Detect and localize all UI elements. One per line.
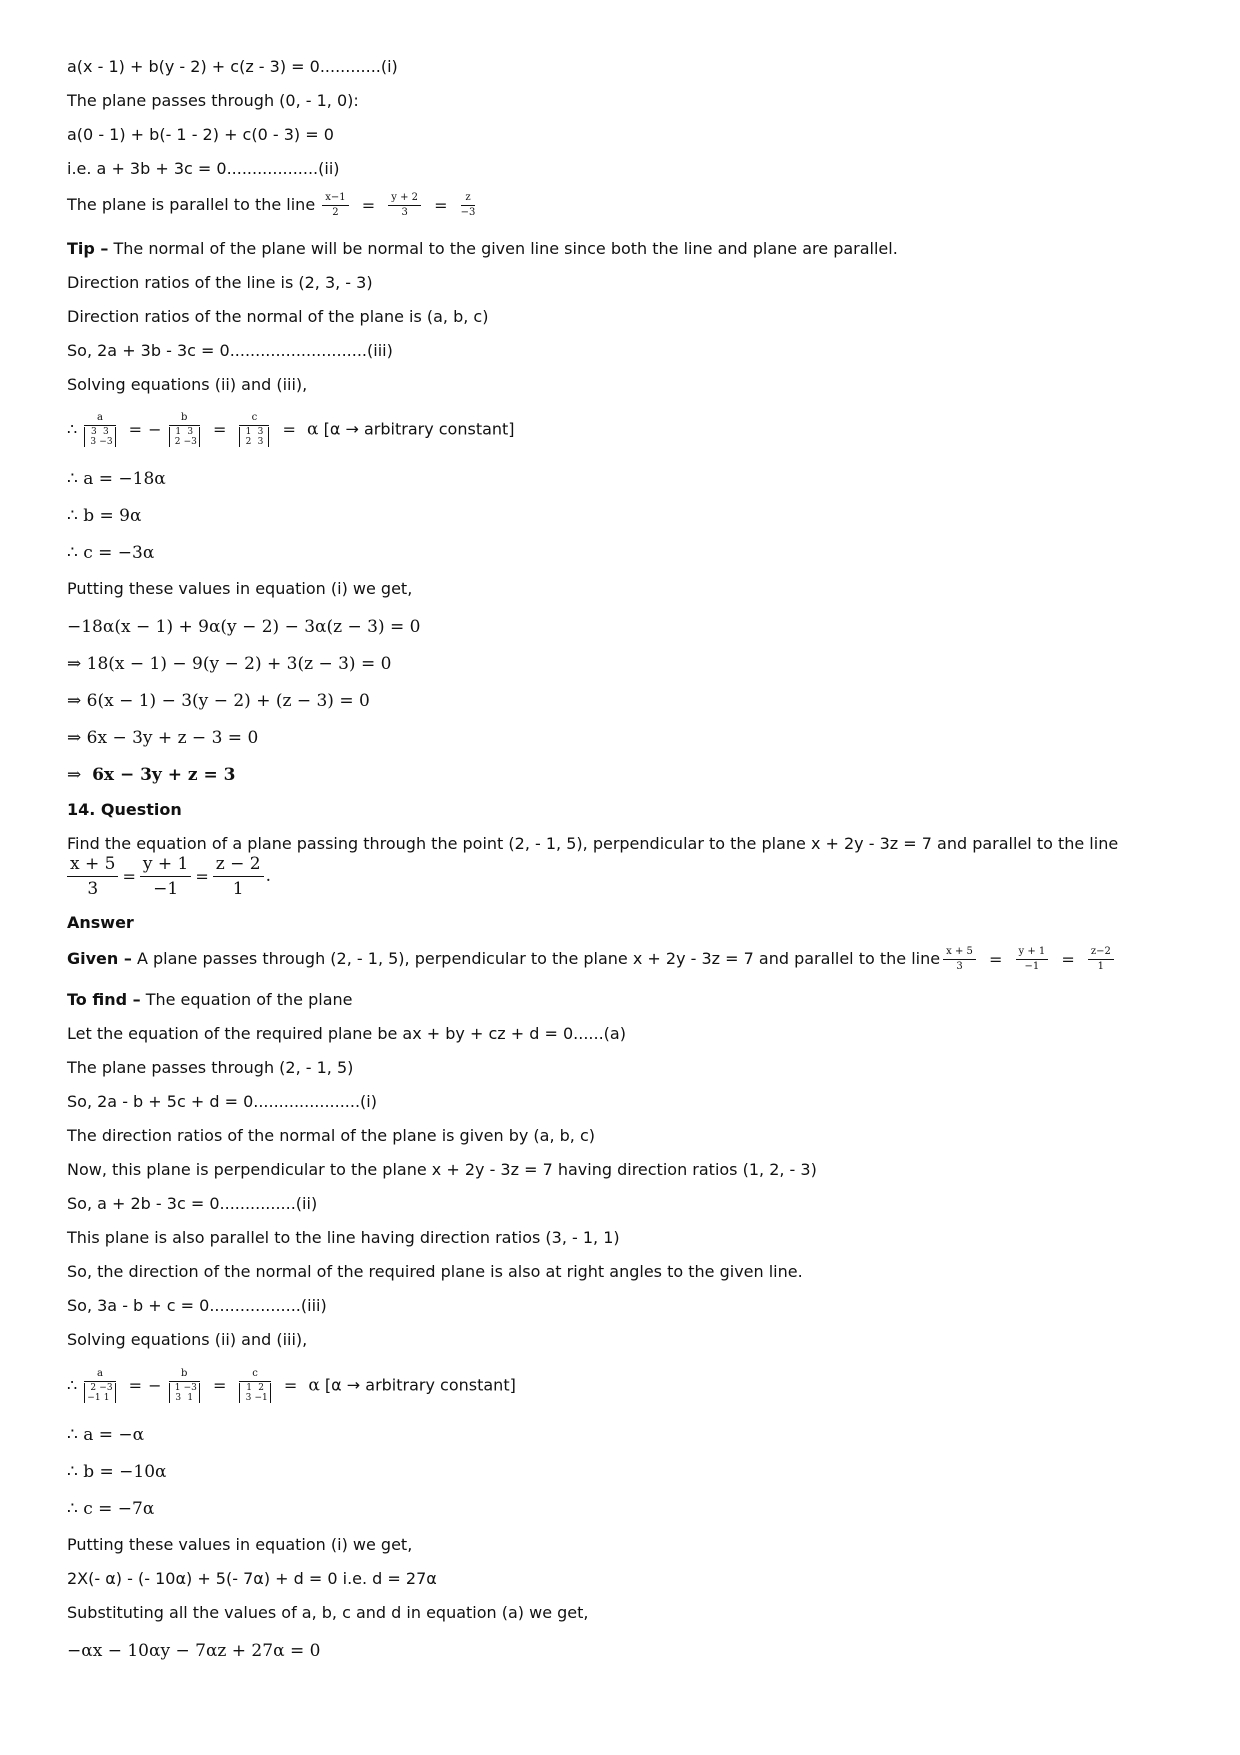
to-find-text: The equation of the plane [140,990,353,1009]
substitution-line: a(0 - 1) + b(- 1 - 2) + c(0 - 3) = 0 [67,125,334,144]
answer-solving-text: Solving equations (ii) and (iii), [67,1330,308,1349]
line-fraction-z: $\frac{z}{-3}$ [460,192,476,218]
answer-value-c: ∴ c = −7α [67,1499,155,1519]
arbitrary-constant-note: [α → arbitrary constant] [323,419,515,439]
answer-value-a: ∴ a = −α [67,1425,145,1445]
equation-i: a(x - 1) + b(y - 2) + c(z - 3) = 0............(i) [67,57,398,76]
answer-value-b: ∴ b = −10α [67,1462,167,1482]
given-paragraph: Given – A plane passes through (2, - 1, 5), perpendicular to the plane x + 2y - 3z = 7 and parallel to the line $\frac{x + 5}{3}$ = $\frac{y + 1}{-1}$ = $\frac{z-2}{1}$ [67,946,1116,973]
answer-equation-i: So, 2a - b + 5c + d = 0.....................(i) [67,1092,377,1111]
question-heading: 14. Question [67,800,182,819]
to-find-label: To find – [67,990,141,1009]
equation-iii: So, 2a + 3b - 3c = 0...........................(iii) [67,341,393,360]
question-fraction-z: $\frac{z - 2}{1}$ [213,853,264,900]
answer-heading: Answer [67,913,134,932]
expansion-step-3: ⇒ 6(x − 1) − 3(y − 2) + (z − 3) = 0 [67,691,370,711]
given-fraction-y: $\frac{y + 1}{-1}$ [1016,946,1049,973]
equals-sign: = [434,195,448,215]
right-angles-text: So, the direction of the normal of the required plane is also at right angles to the given line. [67,1262,803,1281]
question-line-equation: $\frac{x + 5}{3}$ = $\frac{y + 1}{-1}$ = $\frac{z - 2}{1}$ . [67,853,271,900]
alpha-symbol: α [308,1375,320,1396]
answer-cramer-expression: ∴ a 2 −3 −1 1 = − b 1 −3 3 1 = c 1 2 3 −1 = α [α → arbitrary constant] [67,1368,516,1403]
answer-determinant-c: 1 2 3 −1 [239,1383,270,1403]
solving-text: Solving equations (ii) and (iii), [67,375,308,394]
tip-paragraph [67,239,898,259]
tip-label: Tip – [67,239,109,258]
answer-putting-values: Putting these values in equation (i) we get, [67,1535,413,1554]
expansion-step-4: ⇒ 6x − 3y + z − 3 = 0 [67,728,259,748]
final-answer-1: ⇒ 6x − 3y + z = 3 [67,765,236,785]
given-label: Given – [67,949,132,968]
substituting-text: Substituting all the values of a, b, c and d in equation (a) we get, [67,1603,589,1622]
answer-determinant-a: 2 −3 −1 1 [84,1383,115,1403]
perpendicular-plane-text: Now, this plane is perpendicular to the plane x + 2y - 3z = 7 having direction ratios (1, 2, - 3) [67,1160,817,1179]
answer-equation-iii: So, 3a - b + c = 0..................(iii) [67,1296,327,1315]
plane-passes-text: The plane passes through (0, - 1, 0): [67,91,359,110]
therefore-symbol: ∴ [67,1375,78,1395]
line-fraction-x: $\frac{x-1}{2}$ [322,192,348,219]
plane-passes-point: The plane passes through (2, - 1, 5) [67,1058,354,1077]
given-fraction-z: $\frac{z-2}{1}$ [1088,946,1114,973]
answer-cramer-fraction-a: a 2 −3 −1 1 [84,1368,115,1404]
tip-text: The normal of the plane will be normal to the given line since both the line and plane are parallel. [108,239,898,258]
answer-determinant-b: 1 −3 3 1 [169,1383,200,1403]
alpha-symbol: α [307,419,319,440]
answer-equation-ii: So, a + 2b - 3c = 0...............(ii) [67,1194,318,1213]
direction-ratios-line: Direction ratios of the line is (2, 3, - 3) [67,273,373,292]
final-plane-equation: −αx − 10αy − 7αz + 27α = 0 [67,1641,321,1661]
determinant-a: 3 3 3 −3 [84,427,115,447]
normal-direction-ratios: The direction ratios of the normal of the plane is given by (a, b, c) [67,1126,595,1145]
equation-ii: i.e. a + 3b + 3c = 0..................(ii) [67,159,340,178]
therefore-symbol: ∴ [67,419,78,439]
value-a: ∴ a = −18α [67,469,166,489]
final-equation: 6x − 3y + z = 3 [92,765,236,785]
expansion-step-1: −18α(x − 1) + 9α(y − 2) − 3α(z − 3) = 0 [67,617,421,637]
value-c: ∴ c = −3α [67,543,155,563]
question-fraction-x: $\frac{x + 5}{3}$ [67,853,118,900]
plane-equation-assumption: Let the equation of the required plane be ax + by + cz + d = 0......(a) [67,1024,626,1043]
given-text: A plane passes through (2, - 1, 5), perpendicular to the plane x + 2y - 3z = 7 and parallel to the line [131,949,941,968]
document-page [67,0,1187,1755]
determinant-b: 1 3 2 −3 [169,427,200,447]
determinant-c: 1 3 2 3 [239,427,269,447]
answer-cramer-fraction-b: b 1 −3 3 1 [169,1368,200,1404]
putting-values-text: Putting these values in equation (i) we get, [67,579,413,598]
d-calculation: 2X(- α) - (- 10α) + 5(- 7α) + d = 0 i.e. d = 27α [67,1569,437,1588]
given-fraction-x: $\frac{x + 5}{3}$ [943,946,976,973]
equals-sign: = [361,195,376,215]
direction-ratios-normal: Direction ratios of the normal of the plane is (a, b, c) [67,307,489,326]
cramer-fraction-c: c 1 3 2 3 [239,412,269,448]
parallel-prefix: The plane is parallel to the line [67,195,316,214]
arbitrary-constant-note: [α → arbitrary constant] [324,1375,516,1395]
expansion-step-2: ⇒ 18(x − 1) − 9(y − 2) + 3(z − 3) = 0 [67,654,392,674]
question-text: Find the equation of a plane passing through the point (2, - 1, 5), perpendicular to the plane x + 2y - 3z = 7 and parallel to the line [67,834,1119,853]
parallel-line-text: This plane is also parallel to the line having direction ratios (3, - 1, 1) [67,1228,620,1247]
cramer-fraction-b: b 1 3 2 −3 [169,412,200,448]
cramer-rule-expression: ∴ a 3 3 3 −3 = − b 1 3 2 −3 = c 1 3 2 3 = α [α → arbitrary constant] [67,412,515,447]
line-fraction-y: $\frac{y + 2}{3}$ [388,192,421,219]
to-find-paragraph [67,990,352,1010]
parallel-line-statement [67,192,477,219]
cramer-fraction-a: a 3 3 3 −3 [84,412,115,448]
value-b: ∴ b = 9α [67,506,142,526]
answer-cramer-fraction-c: c 1 2 3 −1 [239,1368,270,1404]
question-fraction-y: $\frac{y + 1}{-1}$ [140,853,191,900]
